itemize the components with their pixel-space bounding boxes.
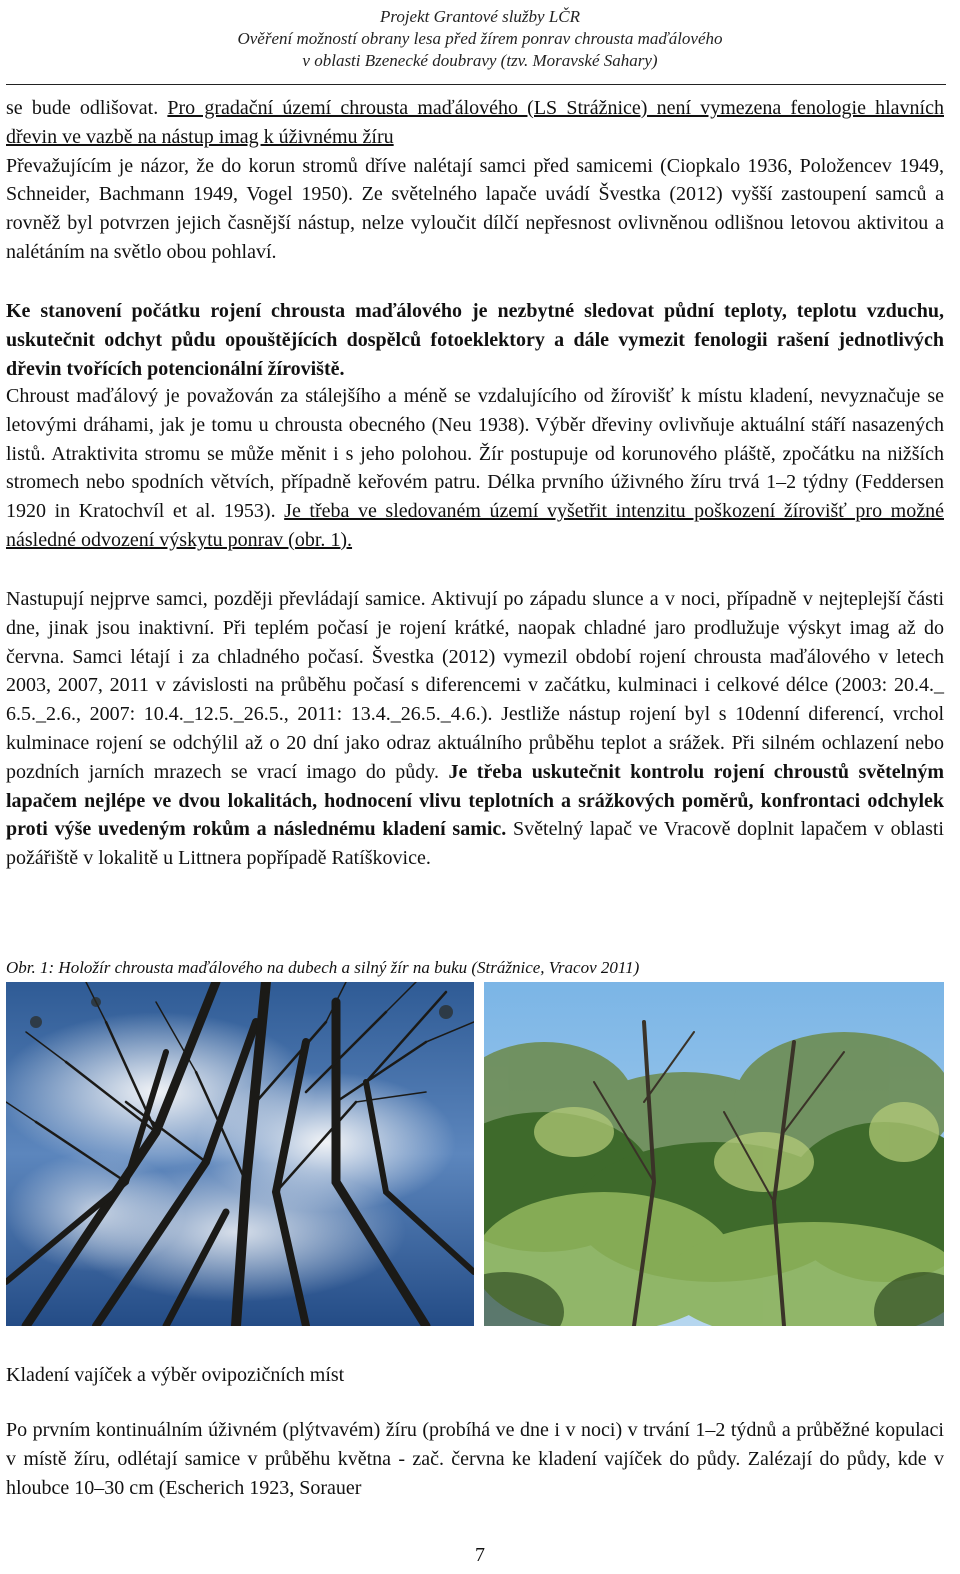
paragraph-host-selection [6, 382, 944, 555]
paragraph-body: Převažujícím je názor, že do korun stromů dříve nalétají samci před samicemi (Ciopkalo 1936, Položencev 1949, Schneider, Bachmann 1949, Vogel 1950). Ze světelného lapače uvádí Švestka (2012) vyšší zastoupení samců a rovněž byl potvrzen jejich časnější nástup, nelze vyloučit dílčí nepřesnost ovlivněnou odlišnou letovou aktivitou a nalétáním na světlo obou pohlaví. [6, 154, 944, 263]
header-location-line: v oblasti Bzenecké doubravy (tzv. Moravské Sahary) [302, 51, 658, 70]
figure-caption: Obr. 1: Holožír chrousta maďálového na dubech a silný žír na buku (Strážnice, Vracov 2011) [6, 958, 640, 977]
header-title-line: Ověření možností obrany lesa před žírem ponrav chrousta maďálového [237, 29, 723, 48]
bold-recommendation-light-trap: Je třeba uskutečnit kontrolu rojení chroustů světelným lapačem nejlépe ve dvou lokalitách, hodnocení vlivu teplotních a srážkových poměrů, konfrontaci odchylek proti výše uvedeným rokům a následnému kladení samic. [6, 760, 944, 841]
header-divider [6, 84, 946, 85]
paragraph-lead: se bude odlišovat. [6, 97, 168, 119]
paragraph-body: Nastupují nejprve samci, později převládají samice. Aktivují po západu slunce a v noci, případně v nejteplejší části dne, jinak jsou inaktivní. Při teplém počasí je rojení krátké, naopak chladné jaro prodlužuje výskyt imag až do června. Samci létají i za chladného počasí. Švestka (2012) vymezil období rojení chrousta maďálového v letech 2003, 2007, 2011 v závislosti na průběhu počasí s diferencemi v začátku, kulminaci i celkové délce (2003: 20.4._ 6.5._2.6., 2007: 10.4._12.5._26.5., 2011: 13.4._26.5._4.6.). Jestliže nástup rojení byl s 10denní diferencí, vrchol kulminace rojení se odchýlil až o 20 dní jako odraz aktuálního průběhu teplot a srážek. Při silném ochlazení nebo pozdních jarních mrazech se vrací imago do půdy. [6, 588, 944, 783]
paragraph-bold-recommendation [6, 297, 944, 383]
page-number: 7 [475, 1544, 485, 1566]
paragraph-body: Po prvním kontinuálním úživném (plýtvavém) žíru (probíhá ve dne i v noci) v trvání 1–2 týdnů a průběžné kopulaci v místě žíru, odlétají samice v průběhu května - zač. června ke kladení vajíček do půdy. Zalézají do půdy, kde v hloubce 10–30 cm (Escherich 1923, Sorauer [6, 1419, 944, 1499]
section-heading-oviposition: Kladení vajíček a výběr ovipozičních míst [6, 1364, 345, 1386]
paragraph-body: Chroust maďálový je považován za stálejšího a méně se vzdalujícího od žírovišť k místu kladení, nevyznačuje se letovými dráhami, jak je tomu u chrousta obecného (Neu 1938). Výběr dřeviny ovlivňuje aktuální stáří nasazených listů. Atraktivita stromu se může měnit i s jeho polohou. Žír postupuje od korunového pláště, zpočátku na nižších stromech nebo spodních větvích, případně keřovém patru. Délka prvního úživného žíru trvá 1–2 týdny (Feddersen 1920 in Kratochvíl et al. 1953). [6, 385, 944, 523]
photo-beech-feeding-damage [484, 982, 944, 1326]
paragraph-oviposition [6, 1416, 944, 1502]
photo-defoliated-oaks [6, 982, 474, 1326]
paragraph-phenology [6, 94, 944, 267]
bold-recommendation-swarming: Ke stanovení počátku rojení chrousta maďálového je nezbytné sledovat půdní teploty, teplotu vzduchu, uskutečnit odchyt půdu opouštějících dospělců fotoeklektory a dále vymezit fenologii rašení jednotlivých dřevin tvořících potencionální žíroviště. [6, 300, 944, 380]
paragraph-tail: Světelný lapač ve Vracově doplnit lapačem v oblasti požářiště v lokalitě u Littnera popřípadě Ratíškovice. [6, 818, 944, 870]
paragraph-swarming [6, 585, 944, 873]
header-project-line: Projekt Grantové služby LČR [379, 7, 581, 26]
underlined-statement-phenology: Pro gradační území chrousta maďálového (LS Strážnice) není vymezena fenologie hlavních dřevin ve vazbě na nástup imag k úživnému žíru [6, 97, 944, 148]
underlined-statement-damage: Je třeba ve sledovaném území vyšetřit intenzitu poškození žírovišť pro možné následné odvození výskytu ponrav (obr. 1). [6, 500, 944, 551]
running-header [0, 6, 960, 72]
